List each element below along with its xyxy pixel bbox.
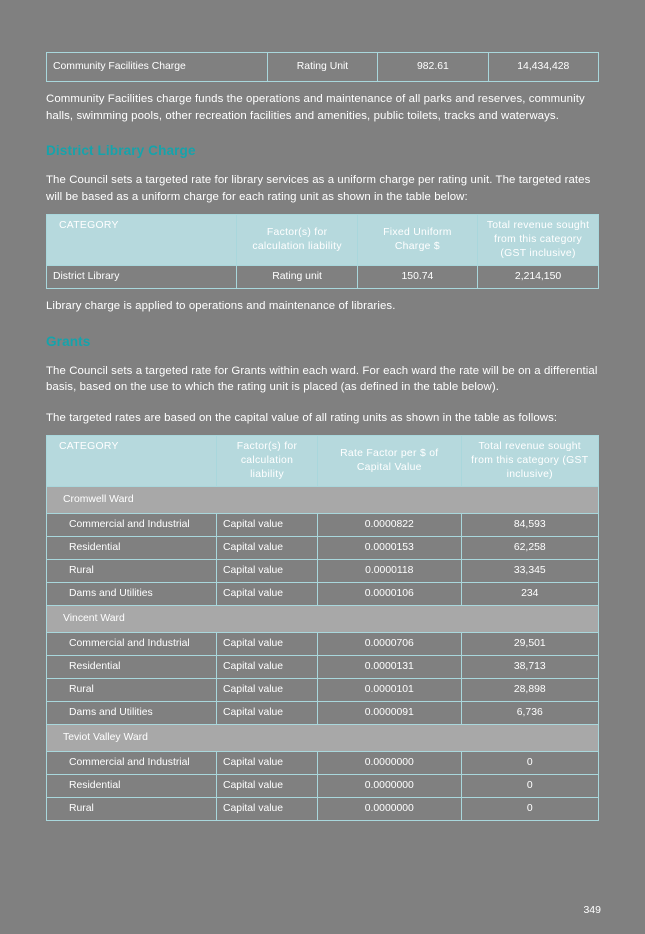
cell-factor: Capital value: [217, 633, 318, 656]
table-row: [47, 656, 599, 679]
cell-rate: 0.0000131: [318, 656, 462, 679]
table-row: [47, 702, 599, 725]
cell-revenue: 2,214,150: [478, 266, 599, 289]
header-factor: Factor(s) for calculation liability: [237, 215, 357, 266]
cell-rate: 0.0000101: [318, 679, 462, 702]
page-number: 349: [583, 904, 601, 916]
grants-table: [46, 435, 599, 821]
district-library-intro: The Council sets a targeted rate for library services as a uniform charge per rating unit. The targeted rates will be based as a uniform charge for each rating unit as shown in the table below:: [46, 174, 591, 203]
grants-intro-2: The targeted rates are based on the capital value of all rating units as shown in the table as follows:: [46, 411, 558, 424]
cell-category: Residential: [47, 537, 217, 560]
table-row: [47, 560, 599, 583]
cell-factor: Capital value: [217, 514, 318, 537]
table-header-row: [47, 436, 599, 487]
cell-revenue: 28,898: [461, 679, 598, 702]
heading-district-library-charge: District Library Charge: [46, 143, 196, 158]
table-row: [47, 583, 599, 606]
cell-factor: Capital value: [217, 537, 318, 560]
cell-factor: Capital value: [217, 798, 318, 821]
cell-revenue: 234: [461, 583, 598, 606]
district-library-footnote: Library charge is applied to operations and maintenance of libraries.: [46, 300, 396, 312]
cell-category: Community Facilities Charge: [47, 53, 268, 82]
cell-rate: 0.0000706: [318, 633, 462, 656]
ward-band-row: [47, 725, 599, 752]
page-content: [46, 0, 599, 821]
cell-revenue: 0: [461, 775, 598, 798]
header-category: CATEGORY: [47, 436, 217, 487]
cell-rate: 0.0000000: [318, 752, 462, 775]
header-factor: Factor(s) for calculation liability: [217, 436, 318, 487]
header-rate-factor: Rate Factor per $ of Capital Value: [318, 436, 462, 487]
header-charge: Fixed Uniform Charge $: [357, 215, 477, 266]
ward-name: Teviot Valley Ward: [47, 725, 599, 752]
ward-band-row: [47, 487, 599, 514]
cell-category: Commercial and Industrial: [47, 514, 217, 537]
cell-revenue: 0: [461, 798, 598, 821]
cell-revenue: 29,501: [461, 633, 598, 656]
cell-rate: 0.0000000: [318, 775, 462, 798]
district-library-table: [46, 214, 599, 289]
cell-category: Commercial and Industrial: [47, 752, 217, 775]
table-row: [47, 514, 599, 537]
cell-category: Residential: [47, 656, 217, 679]
cell-category: Rural: [47, 560, 217, 583]
cell-factor: Rating unit: [237, 266, 357, 289]
header-category: CATEGORY: [47, 215, 237, 266]
ward-name: Vincent Ward: [47, 606, 599, 633]
cell-charge: 982.61: [378, 53, 488, 82]
table-row: [47, 633, 599, 656]
community-facilities-paragraph: Community Facilities charge funds the operations and maintenance of all parks and reserves, community halls, swimming pools, other recreation facilities and amenities, public toilets, tracks and waterways.: [46, 93, 585, 122]
cell-revenue: 38,713: [461, 656, 598, 679]
table-header-row: [47, 215, 599, 266]
ward-band-row: [47, 606, 599, 633]
cell-rate: 0.0000118: [318, 560, 462, 583]
cell-factor: Capital value: [217, 583, 318, 606]
cell-factor: Capital value: [217, 679, 318, 702]
header-revenue: Total revenue sought from this category (GST inclusive): [478, 215, 599, 266]
grants-table-body: [47, 487, 599, 821]
cell-rate: 0.0000091: [318, 702, 462, 725]
cell-factor: Capital value: [217, 752, 318, 775]
cell-revenue: 84,593: [461, 514, 598, 537]
cell-category: Commercial and Industrial: [47, 633, 217, 656]
cell-category: Rural: [47, 679, 217, 702]
cell-category: Dams and Utilities: [47, 583, 217, 606]
header-revenue: Total revenue sought from this category (GST inclusive): [461, 436, 598, 487]
cell-factor: Capital value: [217, 656, 318, 679]
cell-revenue: 14,434,428: [488, 53, 598, 82]
cell-revenue: 6,736: [461, 702, 598, 725]
community-facilities-table: [46, 52, 599, 82]
cell-revenue: 0: [461, 752, 598, 775]
cell-category: Rural: [47, 798, 217, 821]
cell-category: Dams and Utilities: [47, 702, 217, 725]
cell-revenue: 62,258: [461, 537, 598, 560]
table-row: [47, 752, 599, 775]
cell-rate: 0.0000822: [318, 514, 462, 537]
cell-rate: 0.0000000: [318, 798, 462, 821]
cell-factor: Capital value: [217, 702, 318, 725]
cell-factor: Rating Unit: [267, 53, 377, 82]
table-row: [47, 775, 599, 798]
cell-rate: 0.0000153: [318, 537, 462, 560]
cell-factor: Capital value: [217, 775, 318, 798]
cell-rate: 0.0000106: [318, 583, 462, 606]
cell-factor: Capital value: [217, 560, 318, 583]
table-row: [47, 679, 599, 702]
ward-name: Cromwell Ward: [47, 487, 599, 514]
cell-category: Residential: [47, 775, 217, 798]
heading-grants: Grants: [46, 333, 91, 349]
table-row: [47, 537, 599, 560]
cell-category: District Library: [47, 266, 237, 289]
grants-intro-1: The Council sets a targeted rate for Grants within each ward. For each ward the rate will be on a differential basis, based on the use to which the rating unit is placed (as defined in the table below).: [46, 364, 598, 393]
cell-revenue: 33,345: [461, 560, 598, 583]
cell-charge: 150.74: [357, 266, 477, 289]
table-row: [47, 53, 599, 82]
table-row: [47, 798, 599, 821]
table-row: [47, 266, 599, 289]
